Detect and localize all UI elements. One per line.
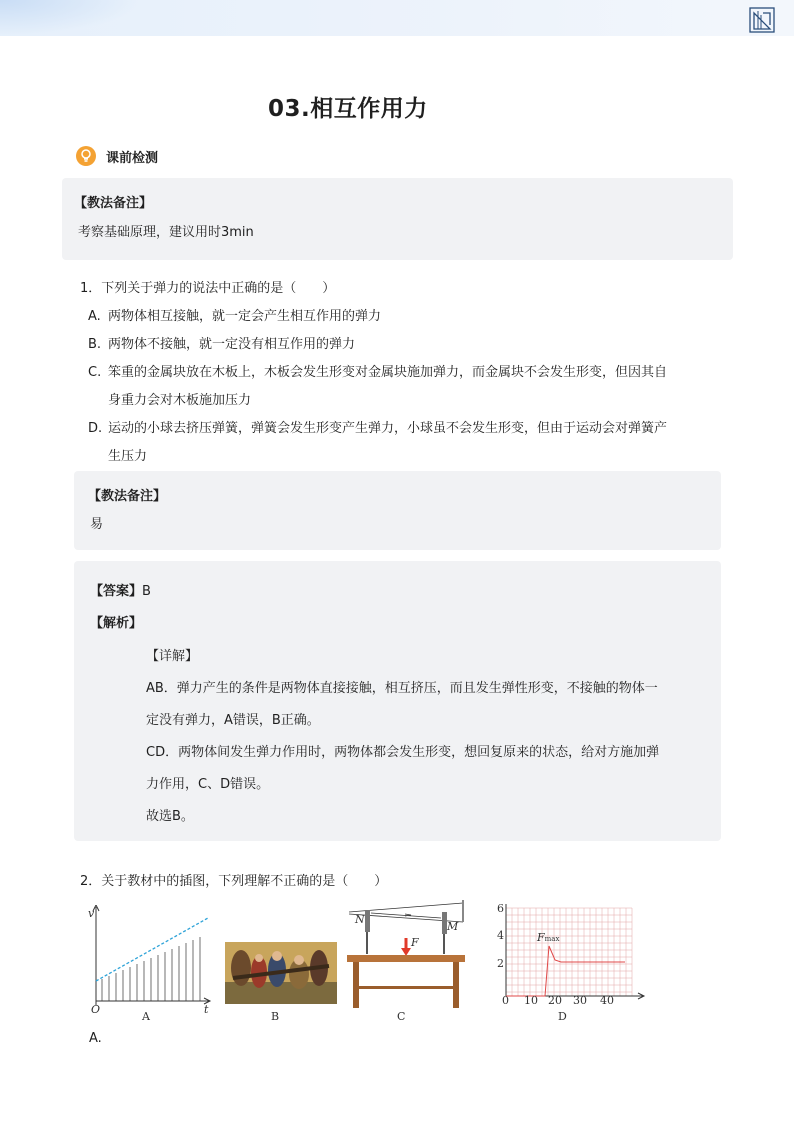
- question-1-option-c: C. 笨重的金属块放在木板上，木板会发生形变对金属块施加弹力，而金属块不会发生形变，但因其自 身重力会对木板施加压力: [88, 365, 668, 408]
- figure-d-x-tick: 10: [524, 994, 538, 1007]
- option-text: 运动的小球去挤压弹簧，弹簧会发生形变产生弹力，小球虽不会发生形变，但由于运动会对弹簧产: [108, 421, 668, 436]
- figure-d-x-tick: 30: [573, 994, 587, 1007]
- option-text-cont: 身重力会对木板施加压力: [108, 393, 252, 408]
- question-1-stem: 1．下列关于弹力的说法中正确的是（ ）: [80, 281, 336, 296]
- note-title: 【教法备注】: [74, 196, 153, 211]
- teaching-note-1: [62, 178, 733, 260]
- header-wave: [0, 0, 140, 36]
- answer-box: [74, 561, 721, 841]
- analysis-line: AB．弹力产生的条件是两物体直接接触，相互挤压，而且发生弹性形变，不接触的物体一: [146, 681, 658, 696]
- figure-d-fmax-label: Fmax: [537, 931, 560, 944]
- option-text-cont: 生压力: [108, 449, 148, 464]
- figure-d-y-tick: 2: [497, 957, 504, 970]
- header-band: [0, 0, 794, 36]
- analysis-line: 力作用，C、D错误。: [146, 777, 270, 792]
- question-2-option-a: A.: [89, 1031, 102, 1046]
- note-title: 【教法备注】: [88, 489, 167, 504]
- teaching-note-2: [74, 471, 721, 550]
- question-2-stem: 2．关于教材中的插图，下列理解不正确的是（ ）: [80, 874, 388, 889]
- option-text: 两物体不接触，就一定没有相互作用的弹力: [108, 337, 356, 352]
- answer-value: B: [142, 584, 151, 599]
- figure-a-x-label: t: [204, 1003, 209, 1016]
- detail-label: 【详解】: [146, 649, 199, 664]
- section-label: 课前检测: [106, 150, 159, 166]
- option-text: 两物体相互接触，就一定会产生相互作用的弹力: [108, 309, 382, 324]
- analysis-label: 【解析】: [90, 616, 143, 631]
- question-1-option-d: D. 运动的小球去挤压弹簧，弹簧会发生形变产生弹力，小球虽不会发生形变，但由于运动会对弹簧产 生压力: [88, 421, 668, 464]
- figure-d-x-tick: 40: [600, 994, 614, 1007]
- figure-d-fmax-sub: max: [544, 935, 560, 943]
- figure-c-label-m: M: [447, 920, 459, 933]
- question-1-option-a: A. 两物体相互接触，就一定会产生相互作用的弹力: [88, 309, 382, 324]
- figure-b-painting: [225, 942, 337, 1004]
- figure-a-y-label: v: [88, 907, 95, 920]
- analysis-line: 定没有弹力，A错误，B正确。: [146, 713, 320, 728]
- figure-d-x-tick: 20: [548, 994, 562, 1007]
- question-1-option-b: B. 两物体不接触，就一定没有相互作用的弹力: [88, 337, 356, 352]
- lightbulb-icon: [76, 146, 96, 166]
- page-title: 03.相互作用力: [268, 96, 428, 122]
- section-header: [76, 146, 158, 166]
- figure-c-label-f: F: [411, 936, 419, 949]
- figure-d-caption: D: [558, 1010, 567, 1023]
- analysis-line: CD．两物体间发生弹力作用时，两物体都会发生形变，想回复原来的状态，给对方施加弹: [146, 745, 660, 760]
- note-body: 考察基础原理，建议用时3min: [78, 225, 254, 240]
- option-text: 笨重的金属块放在木板上，木板会发生形变对金属块施加弹力，而金属块不会发生形变，但因其自: [108, 365, 668, 380]
- figure-a-vt-graph: [84, 905, 214, 1013]
- note-body: 易: [90, 517, 104, 532]
- figure-d-force-graph: [495, 900, 647, 1002]
- figure-d-x-tick: 0: [502, 994, 509, 1007]
- figure-d-y-tick: 4: [497, 929, 504, 942]
- figure-b-caption: B: [271, 1010, 280, 1023]
- figure-a-caption: A: [142, 1010, 150, 1023]
- figure-a-origin: O: [91, 1003, 101, 1016]
- ruler-logo-icon: [749, 7, 775, 33]
- analysis-line: 故选B。: [146, 809, 194, 824]
- figure-c-label-n: N: [355, 913, 365, 926]
- figure-c-caption: C: [397, 1010, 406, 1023]
- answer-line: [90, 580, 151, 599]
- figure-d-y-tick: 6: [497, 902, 504, 915]
- answer-label: 【答案】: [90, 584, 143, 599]
